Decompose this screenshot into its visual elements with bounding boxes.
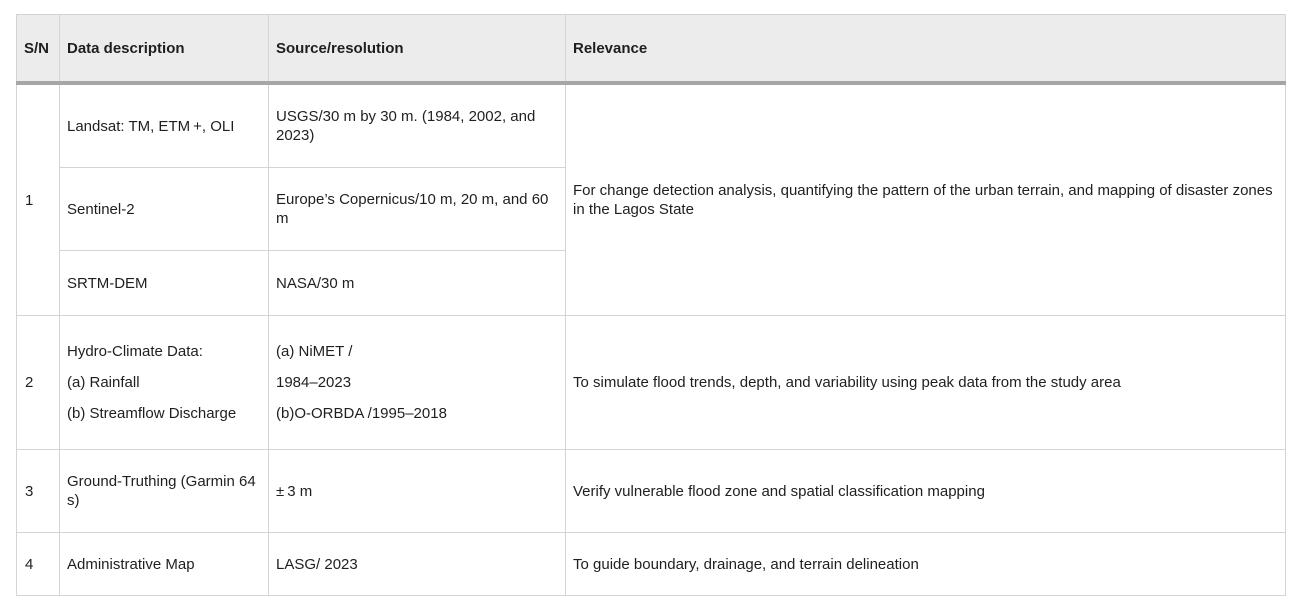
cell-sn: 1 — [17, 83, 60, 316]
source-line: 1984–2023 — [276, 374, 352, 391]
cell-sn: 3 — [17, 450, 60, 533]
cell-sn: 2 — [17, 316, 60, 450]
cell-source-resolution: ± 3 m — [269, 450, 566, 533]
cell-data-description: Administrative Map — [60, 533, 269, 596]
cell-source-resolution: NASA/30 m — [269, 251, 566, 316]
source-line: (a) NiMET / — [276, 343, 353, 360]
cell-source-resolution: USGS/30 m by 30 m. (1984, 2002, and 2023) — [269, 83, 566, 168]
cell-data-description: Ground-Truthing (Garmin 64 s) — [60, 450, 269, 533]
data-sources-table — [16, 14, 1286, 596]
table-row — [17, 83, 1286, 168]
header-relevance: Relevance — [566, 15, 1286, 84]
table-row — [17, 316, 1286, 450]
cell-relevance: Verify vulnerable flood zone and spatial classification mapping — [566, 450, 1286, 533]
cell-source-resolution: LASG/ 2023 — [269, 533, 566, 596]
header-row — [17, 15, 1286, 84]
description-line: (b) Streamflow Discharge — [67, 405, 237, 422]
description-line: Hydro-Climate Data: — [67, 343, 203, 360]
table-header — [17, 15, 1286, 84]
header-source-resolution: Source/resolution — [269, 15, 566, 84]
cell-data-description: Landsat: TM, ETM +, OLI — [60, 83, 269, 168]
cell-source-resolution — [269, 316, 566, 450]
cell-relevance: To simulate flood trends, depth, and variability using peak data from the study area — [566, 316, 1286, 450]
header-sn: S/N — [17, 15, 60, 84]
cell-relevance: For change detection analysis, quantifying the pattern of the urban terrain, and mapping of disaster zones in the Lagos State — [566, 83, 1286, 316]
cell-source-resolution: Europe’s Copernicus/10 m, 20 m, and 60 m — [269, 168, 566, 251]
data-sources-table-container — [16, 14, 1286, 596]
cell-sn: 4 — [17, 533, 60, 596]
cell-data-description: SRTM-DEM — [60, 251, 269, 316]
table-body — [17, 83, 1286, 596]
table-row — [17, 450, 1286, 533]
cell-data-description: Sentinel-2 — [60, 168, 269, 251]
header-data-description: Data description — [60, 15, 269, 84]
source-line: (b)O-ORBDA /1995–2018 — [276, 405, 447, 422]
description-line: (a) Rainfall — [67, 374, 140, 391]
cell-relevance: To guide boundary, drainage, and terrain delineation — [566, 533, 1286, 596]
table-row — [17, 533, 1286, 596]
cell-data-description — [60, 316, 269, 450]
